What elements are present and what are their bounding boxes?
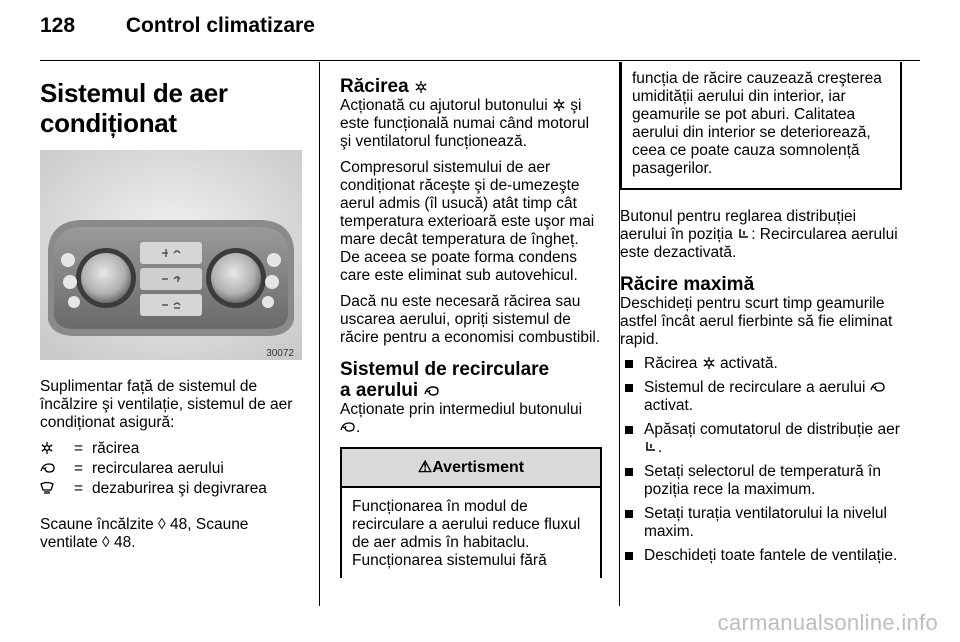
cooling-paragraph-2: Compresorul sistemului de aer condiționat răceşte şi de-umezeşte aerul admis (îl usucă) atât timp cât temperatura exterioară este uşor mai mare decât temperatura de îngheț. De aceea se poate forma condens care este eliminat sub autovehicul.: [340, 159, 595, 284]
warning-title: Avertisment: [432, 459, 525, 476]
floor-vent-icon: [644, 440, 658, 454]
column-3: [620, 62, 902, 571]
legend-equals: =: [74, 480, 84, 497]
distribution-text-a: Butonul pentru reglarea distribuției aerului în poziția: [620, 208, 857, 243]
legend-text-defrost: dezaburirea şi degivrarea: [92, 480, 267, 497]
recirculation-text-a: Acționate prin intermediul butonului: [340, 401, 583, 418]
main-heading: Sistemul de aer condiționat: [40, 78, 228, 138]
cooling-text-b: şi este funcțională numai când motorul şi ventilatorul funcționează.: [340, 97, 590, 150]
step-text: activat.: [644, 397, 694, 414]
recirculation-heading-line-1: Sistemul de recirculare: [340, 359, 550, 380]
figure-number: 30072: [266, 348, 294, 359]
page-header: [40, 14, 315, 38]
legend-row-defrost: [40, 480, 302, 500]
step-text: Răcirea: [644, 355, 698, 372]
legend-text-recirculation: recircularea aerului: [92, 460, 224, 477]
recirculation-heading: [340, 359, 602, 401]
legend-equals: =: [74, 440, 84, 457]
recirculation-icon: [40, 461, 56, 475]
header-rule: [40, 60, 920, 61]
distribution-text-b: : Recircularea aerului este dezactivată.: [620, 226, 898, 261]
distribution-paragraph: [620, 208, 902, 262]
legend-row-cooling: [40, 440, 302, 460]
snowflake-icon: [414, 80, 428, 94]
warning-body: Funcționarea în modul de recirculare a aerului reduce fluxul de aer admis în habitaclu. Funcționarea sistemului fără: [352, 498, 581, 569]
step-text: Setați turația ventilatorului la nivelul maxim.: [644, 505, 887, 540]
legend-row-recirculation: [40, 460, 302, 480]
step-text: Deschideți toate fantele de ventilație.: [644, 547, 898, 564]
cooling-paragraph-1: [340, 97, 602, 151]
crossref-text: Scaune încălzite ◊ 48, Scaune ventilate ◊ 48.: [40, 516, 249, 551]
warning-triangle-icon: ⚠: [417, 459, 433, 476]
snowflake-icon: [702, 356, 716, 370]
section-title: Control climatizare: [125, 14, 315, 37]
intro-text: Suplimentar față de sistemul de încălzire şi ventilație, sistemul de aer condiționat asigură:: [40, 378, 293, 431]
column-2: [340, 76, 602, 578]
snowflake-icon: [40, 441, 54, 455]
cooling-paragraph-3: Dacă nu este necesară răcirea sau uscarea aerului, opriți sistemul de răcire pentru a economisi combustibil.: [340, 293, 601, 346]
step-text: Setați selectorul de temperatură în poziția rece la maximum.: [644, 463, 881, 498]
recirculation-icon: [423, 384, 441, 398]
step-text: .: [658, 439, 663, 456]
step-text: Sistemul de recirculare a aerului: [644, 379, 866, 396]
recirculation-text-b: .: [356, 419, 361, 436]
column-1: [40, 68, 302, 560]
column-divider-1: [319, 62, 320, 606]
warning-header: [342, 449, 600, 488]
recirculation-heading-line-2: a aerului: [340, 380, 419, 401]
cooling-heading-text: Răcirea: [340, 76, 409, 97]
cooling-text-a: Acționată cu ajutorul butonului: [340, 97, 548, 114]
warning-box: [340, 447, 602, 578]
recirculation-icon: [870, 380, 886, 394]
recirculation-paragraph: [340, 401, 602, 437]
step-item: [620, 421, 902, 457]
step-item: [620, 355, 902, 373]
max-cooling-intro: Deschideți pentru scurt timp geamurile astfel încât aerul fierbinte să fie eliminat rapid.: [620, 295, 893, 348]
step-item: [620, 505, 902, 541]
step-text: activată.: [720, 355, 778, 372]
warning-body-continued: funcția de răcire cauzează creşterea umidității aerului din interior, iar geamurile se pot aburi. Calitatea aerului din interior se deteriorează, ceea ce poate cauza somnolență pasagerilor.: [632, 70, 882, 177]
legend-text-cooling: răcirea: [92, 440, 140, 457]
snowflake-icon: [552, 98, 566, 112]
floor-vent-icon: [737, 227, 751, 241]
step-item: [620, 463, 902, 499]
recirculation-icon: [340, 420, 356, 434]
watermark: carmanualsonline.info: [717, 610, 938, 635]
warning-box-continued: [620, 62, 902, 190]
step-item: [620, 379, 902, 415]
step-text: Apăsați comutatorul de distribuție aer: [644, 421, 900, 438]
cooling-heading: [340, 76, 602, 97]
step-item: [620, 547, 902, 565]
legend-equals: =: [74, 460, 84, 477]
climate-control-panel-image: [40, 150, 302, 360]
max-cooling-heading: Răcire maximă: [620, 274, 755, 295]
function-legend: [40, 440, 302, 500]
defrost-icon: [40, 481, 54, 495]
max-cooling-steps: [620, 355, 902, 565]
page-number: 128: [40, 14, 76, 37]
